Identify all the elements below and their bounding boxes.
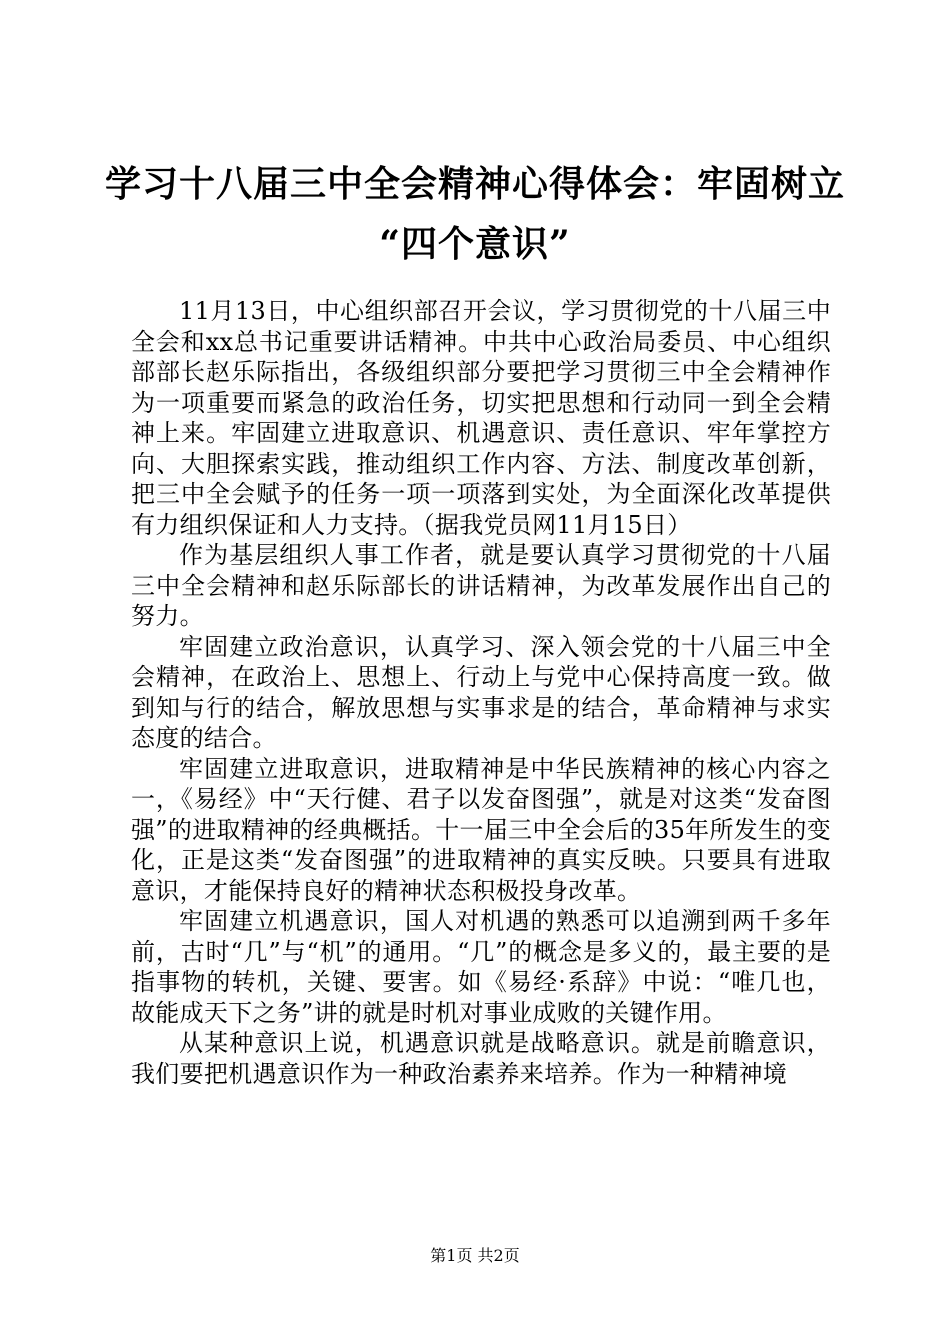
document-body <box>131 296 831 1089</box>
paragraph-4: 牢固建立进取意识，进取精神是中华民族精神的核心内容之一，《易经》中“天行健、君子以发奋图强”，就是对这类“发奋图强”的进取精神的经典概括。十一届三中全会后的35年所发生的变化，正是这类“发奋图强”的进取精神的真实反映。只要具有进取意识，才能保持良好的精神状态积极投身改革。 <box>131 754 831 905</box>
paragraph-6: 从某种意识上说，机遇意识就是战略意识。就是前瞻意识，我们要把机遇意识作为一种政治素养来培养。作为一种精神境 <box>131 1029 831 1088</box>
paragraph-2: 作为基层组织人事工作者，就是要认真学习贯彻党的十八届三中全会精神和赵乐际部长的讲话精神，为改革发展作出自己的努力。 <box>131 541 831 630</box>
paragraph-1: 11月13日，中心组织部召开会议，学习贯彻党的十八届三中全会和xx总书记重要讲话精神。中共中心政治局委员、中心组织部部长赵乐际指出，各级组织部分要把学习贯彻三中全会精神作为一项重要而紧急的政治任务，切实把思想和行动同一到全会精神上来。牢固建立进取意识、机遇意识、责任意识、牢年掌控方向、大胆探索实践，推动组织工作内容、方法、制度改革创新，把三中全会赋予的任务一项一项落到实处，为全面深化改革提供有力组织保证和人力支持。（据我党员网11月15日） <box>131 297 831 539</box>
paragraph-3: 牢固建立政治意识，认真学习、深入领会党的十八届三中全会精神，在政治上、思想上、行动上与党中心保持高度一致。做到知与行的结合，解放思想与实事求是的结合，革命精神与求实态度的结合。 <box>131 632 831 752</box>
page-footer: 第1页 共2页 <box>430 1246 520 1265</box>
document-title-line-2: “四个意识” <box>379 223 571 265</box>
document-title-line-1: 学习十八届三中全会精神心得体会：牢固树立 <box>104 163 845 205</box>
paragraph-5: 牢固建立机遇意识，国人对机遇的熟悉可以追溯到两千多年前，古时“几”与“机”的通用。“几”的概念是多义的，最主要的是指事物的转机，关键、要害。如《易经·系辞》中说：“唯几也，故能成天下之务”讲的就是时机对事业成败的关键作用。 <box>131 907 831 1027</box>
